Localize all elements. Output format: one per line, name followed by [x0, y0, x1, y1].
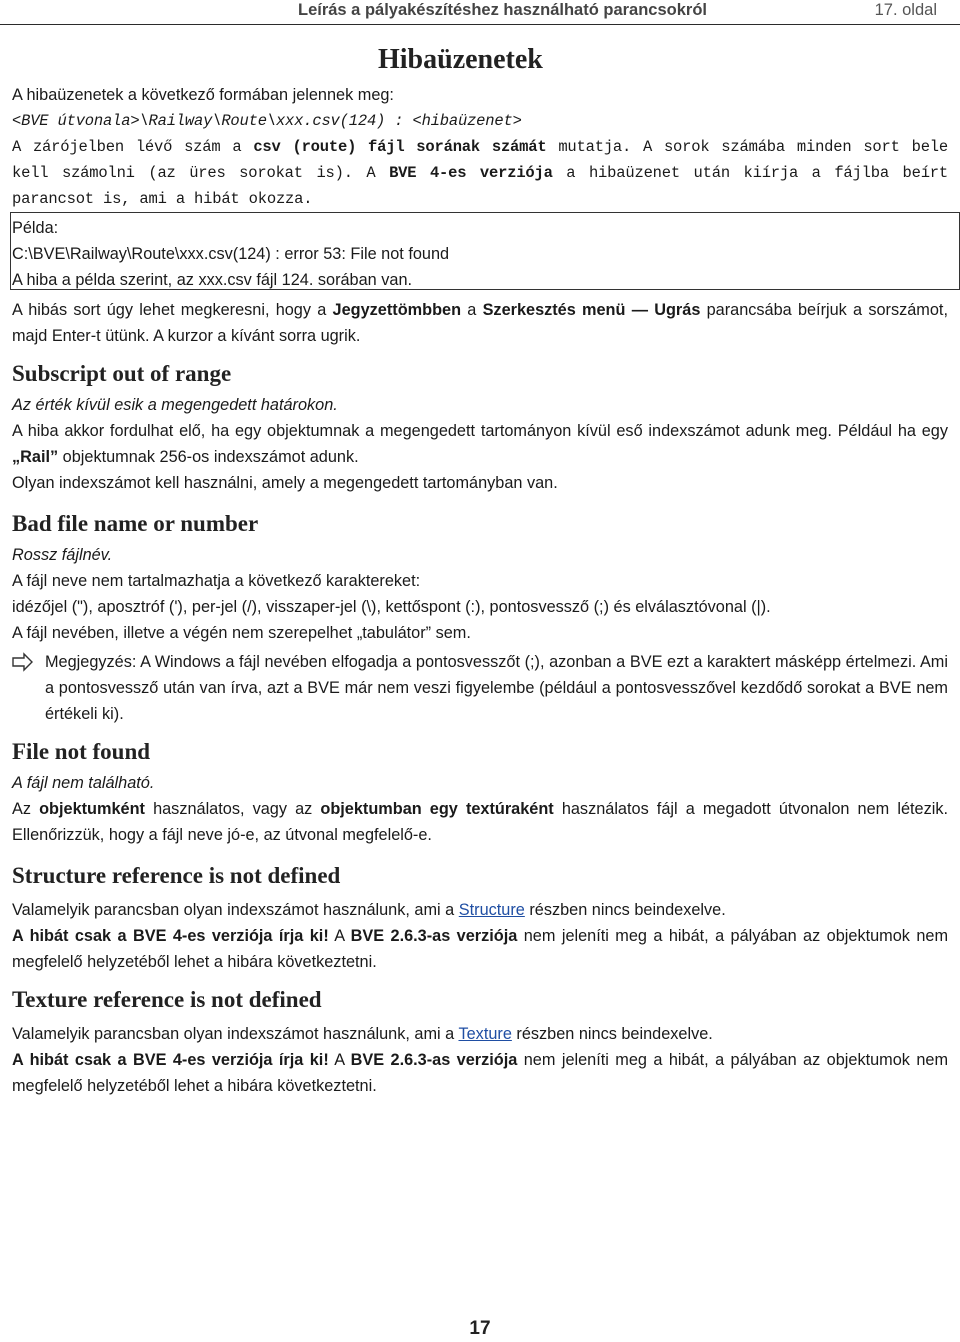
paragraph-structure-1: Valamelyik parancsban olyan indexszámot használunk, ami a Structure részben nincs beindexelve.: [12, 901, 726, 919]
section-subscript: [12, 359, 948, 496]
example-section: [12, 215, 948, 293]
paragraph-texture-1: Valamelyik parancsban olyan indexszámot használunk, ami a Texture részben nincs beindexelve.: [12, 1025, 713, 1043]
section-texture: [12, 985, 948, 1099]
section-structure: [12, 861, 948, 975]
paragraph-badfile-3: A fájl nevében, illetve a végén nem szerepelhet „tabulátor” sem.: [12, 624, 471, 642]
section-title-subscript: Subscript out of range: [12, 361, 232, 386]
note-semicolon: [12, 649, 948, 727]
example-explanation: A hiba a példa szerint, az xxx.csv fájl 124. sorában van.: [12, 271, 413, 289]
section-title-notfound: File not found: [12, 739, 151, 764]
paragraph-subscript-1: A hiba akkor fordulhat elő, ha egy objektumnak a megengedett tartományon kívül eső indexszámot adunk meg. Például ha egy „Rail” objektumnak 256-os indexszámot adunk.: [12, 422, 948, 466]
paragraph-subscript-2: Olyan indexszámot kell használni, amely a megengedett tartományban van.: [12, 474, 558, 492]
page-header: [0, 0, 960, 25]
page-title: Hibaüzenetek: [378, 44, 543, 75]
header-page-label: 17. oldal: [874, 1, 937, 19]
format-line: <BVE útvonala>\Railway\Route\xxx.csv(124) : <hibaüzenet>: [12, 112, 522, 130]
find-line-paragraph: A hibás sort úgy lehet megkeresni, hogy a Jegyzettömbben a Szerkesztés menü — Ugrás parancsába beírjuk a sorszámot, majd Enter-t ütünk. A kurzor a kívánt sorra ugrik.: [12, 301, 948, 345]
section-badfile: [12, 509, 948, 646]
paragraph-structure-2: A hibát csak a BVE 4-es verziója írja ki! A BVE 2.6.3-as verziója nem jeleníti meg a hibát, a pályában az objektumok nem megfelelő helyzetéből lehet a hibára következtetni.: [12, 927, 949, 971]
paragraph-texture-2: A hibát csak a BVE 4-es verziója írja ki! A BVE 2.6.3-as verziója nem jeleníti meg a hibát, a pályában az objektumok nem megfelelő helyzetéből lehet a hibára következtetni.: [12, 1051, 949, 1095]
hollow-arrow-icon: [12, 649, 34, 683]
paragraph-badfile-1: A fájl neve nem tartalmazhatja a következő karaktereket:: [12, 572, 421, 590]
section-notfound: [12, 737, 948, 848]
intro-line: A hibaüzenetek a következő formában jelennek meg:: [12, 86, 394, 104]
section-title-badfile: Bad file name or number: [12, 511, 259, 536]
paragraph-notfound: Az objektumként használatos, vagy az objektumban egy textúraként használatos fájl a megadott útvonalon nem létezik. Ellenőrizzük, hogy a fájl neve jó-e, az útvonal megfelelő-e.: [12, 800, 949, 844]
note-text: Megjegyzés: A Windows a fájl nevében elfogadja a pontosvesszőt (;), azonban a BVE ezt a karaktert másképp értelmezi. Ami a pontosvessző után van írva, azt a BVE már nem veszi figyelembe (például a pontosvesszővel kezdődő sorokat a BVE nem értékeli ki).: [45, 653, 948, 723]
header-title: Leírás a pályakészítéshez használható parancsokról: [297, 1, 707, 19]
example-label: Példa:: [12, 219, 59, 237]
intro-paragraph: A zárójelben lévő szám a csv (route) fájl sorának számát mutatja. A sorok számába minden sort bele kell számolni (az üres sorokat is). A BVE 4-es verziója a hibaüzenet után kiírja a fájlba beírt parancsot is, ami a hibát okozza.: [12, 138, 949, 208]
structure-link[interactable]: Structure: [458, 901, 525, 919]
intro-section: [12, 82, 948, 212]
section-title-texture: Texture reference is not defined: [12, 987, 322, 1012]
texture-link[interactable]: Texture: [458, 1025, 512, 1043]
example-path: C:\BVE\Railway\Route\xxx.csv(124) : error 53: File not found: [12, 245, 450, 263]
footer-page-number: 17: [469, 1318, 491, 1339]
subtitle-badfile: Rossz fájlnév.: [12, 546, 113, 564]
section-title-structure: Structure reference is not defined: [12, 863, 341, 888]
paragraph-badfile-2: idézőjel ("), aposztróf ('), per-jel (/), visszaper-jel (\), kettőspont (:), pontosvessző (;) és elválasztóvonal (|).: [12, 598, 771, 616]
subtitle-subscript: Az érték kívül esik a megengedett határokon.: [12, 396, 338, 414]
subtitle-notfound: A fájl nem található.: [12, 774, 155, 792]
